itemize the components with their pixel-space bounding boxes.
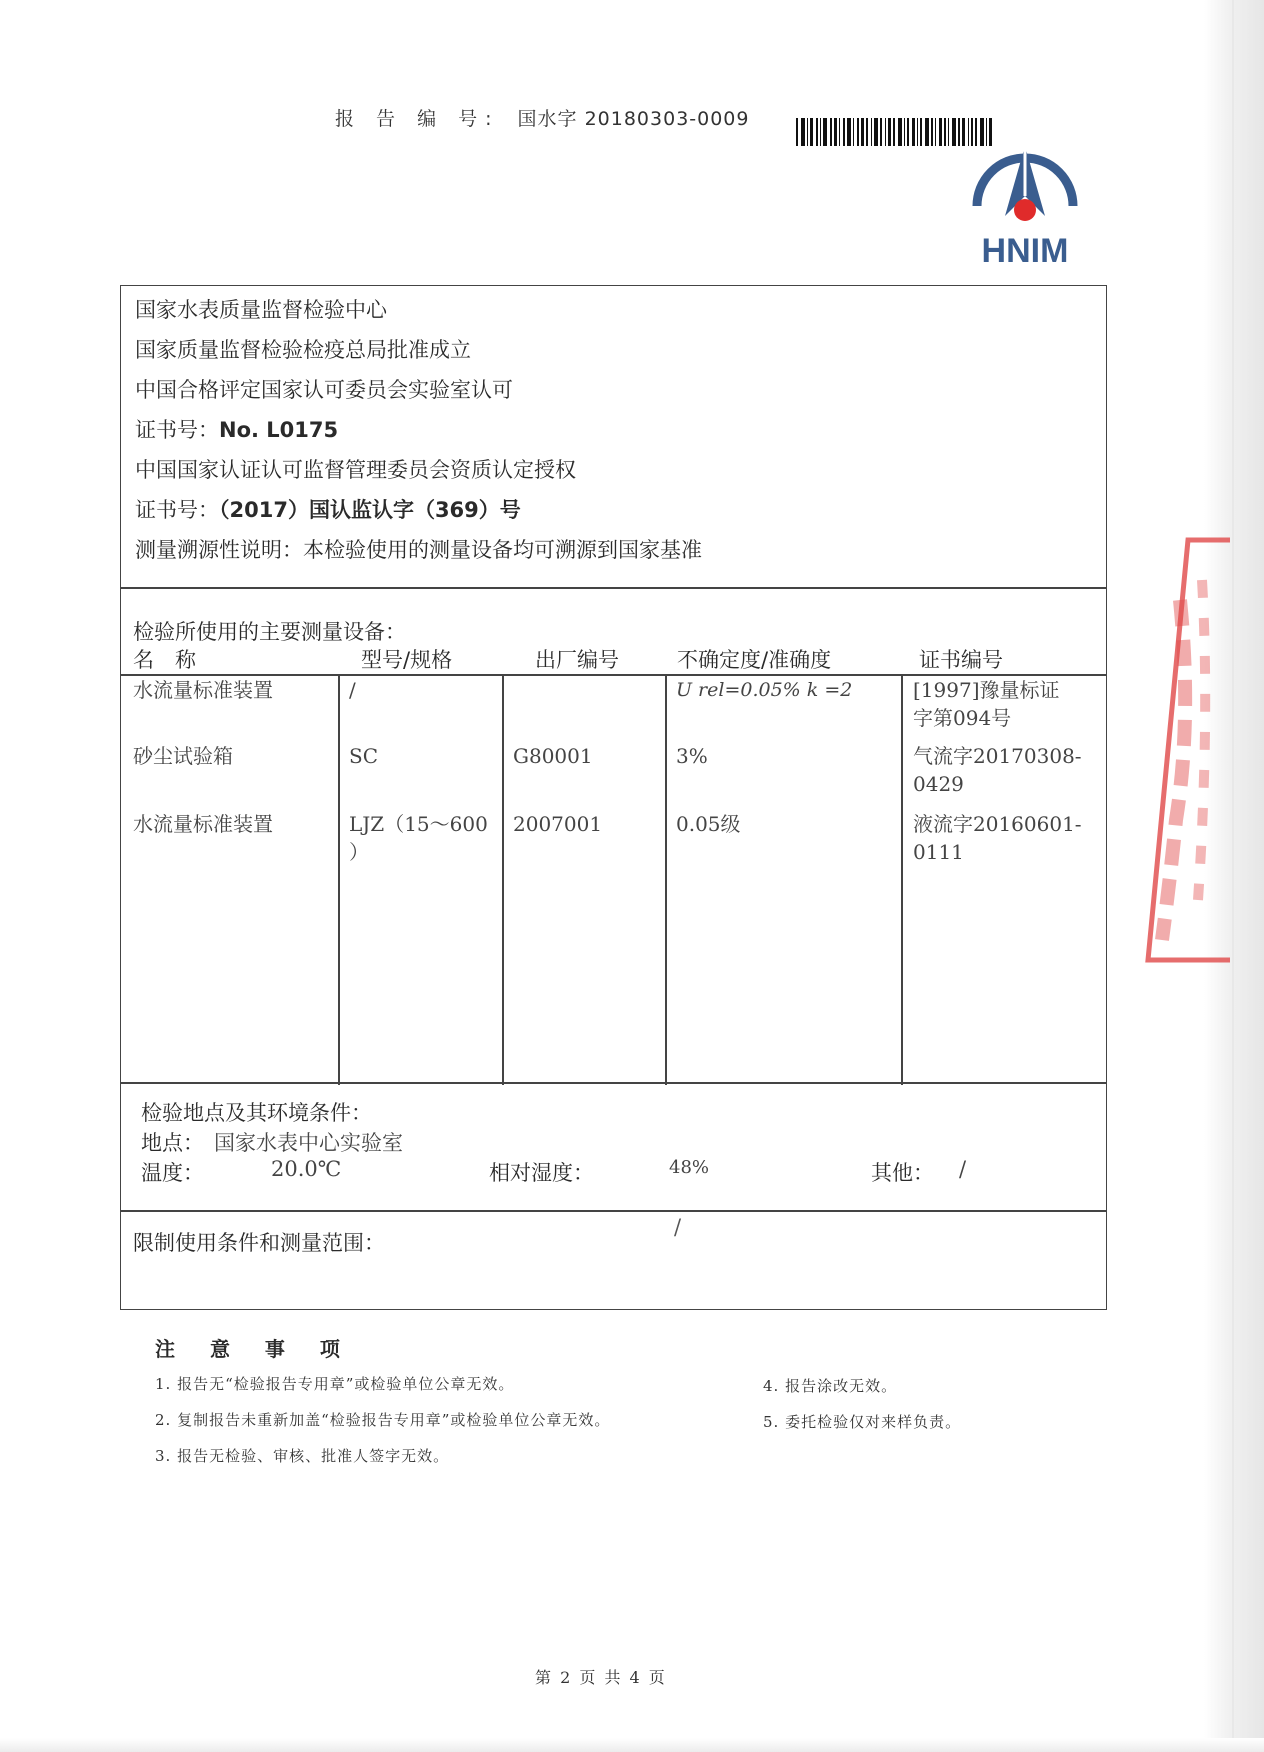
org-info-box	[120, 285, 1107, 589]
note-3: 3. 报告无检验、审核、批准人签字无效。	[155, 1447, 450, 1465]
limits-label: 限制使用条件和测量范围：	[133, 1231, 385, 1255]
barcode-bar	[801, 118, 805, 146]
row2-serial: G80001	[513, 744, 593, 768]
other-label: 其他：	[871, 1161, 934, 1185]
page-bottom-shadow	[0, 1738, 1264, 1752]
barcode-bar	[888, 118, 891, 146]
cert-number-1-value: No. L0175	[219, 418, 339, 442]
row1-cert-line2: 字第094号	[913, 706, 1012, 730]
barcode-bar	[834, 118, 837, 146]
col-divider-4	[901, 674, 903, 1085]
other-value: /	[959, 1157, 967, 1181]
barcode-bar	[823, 118, 827, 146]
humidity-value: 48%	[669, 1157, 710, 1178]
environment-title: 检验地点及其环境条件：	[141, 1101, 372, 1125]
note-4: 4. 报告涂改无效。	[763, 1377, 898, 1395]
report-number-value: 国水字 20180303-0009	[517, 108, 750, 130]
temperature-value: 20.0℃	[271, 1157, 342, 1181]
row3-serial: 2007001	[513, 812, 603, 836]
org-line-5: 中国国家认证认可监督管理委员会资质认定授权	[135, 458, 576, 482]
org-line-2: 国家质量监督检验检疫总局批准成立	[135, 338, 471, 362]
barcode-bar	[857, 118, 859, 146]
row1-name: 水流量标准装置	[133, 678, 273, 702]
col-divider-1	[338, 674, 340, 1085]
col-divider-2	[502, 674, 504, 1085]
barcode-bar	[807, 118, 808, 146]
cert-number-2-value: （2017）国认监认字（369）号	[219, 498, 521, 522]
org-line-3: 中国合格评定国家认可委员会实验室认可	[135, 378, 513, 402]
barcode-bar	[871, 118, 872, 146]
barcode-bar	[874, 118, 878, 146]
note-5: 5. 委托检验仅对来样负责。	[763, 1413, 962, 1431]
barcode-bar	[925, 118, 929, 146]
barcode-bar	[843, 118, 845, 146]
barcode-bar	[839, 118, 840, 146]
temperature-label: 温度：	[141, 1161, 204, 1185]
barcode-bar	[898, 118, 902, 146]
location-label: 地点：	[141, 1131, 204, 1155]
barcode-bar	[820, 118, 821, 146]
report-number	[335, 104, 750, 131]
barcode-bar	[796, 118, 798, 146]
cert-number-1-label: 证书号：	[135, 418, 219, 442]
barcode-bar	[944, 118, 946, 146]
limits-box	[120, 1210, 1107, 1310]
page-footer: 第 2 页 共 4 页	[535, 1668, 667, 1687]
row2-cert-line1: 气流字20170308-	[913, 744, 1082, 768]
barcode-bar	[907, 118, 909, 146]
equipment-title: 检验所使用的主要测量设备：	[133, 620, 406, 644]
barcode-bar	[904, 118, 905, 146]
barcode-bar	[958, 118, 960, 146]
row3-name: 水流量标准装置	[133, 812, 273, 836]
barcode-bar	[917, 118, 918, 146]
barcode-bar	[920, 118, 922, 146]
col-header-cert: 证书编号	[919, 648, 1003, 672]
note-1: 1. 报告无“检验报告专用章”或检验单位公章无效。	[155, 1375, 515, 1393]
barcode-bar	[847, 118, 851, 146]
org-line-1: 国家水表质量监督检验中心	[135, 298, 387, 322]
col-header-serial: 出厂编号	[535, 648, 619, 672]
cert-number-2-label: 证书号：	[135, 498, 219, 522]
report-number-label: 报 告 编 号:	[335, 108, 500, 130]
row3-cert-line2: 0111	[913, 840, 964, 864]
page-edge-line	[1232, 0, 1234, 1752]
barcode-bar	[912, 118, 915, 146]
cert-number-1	[135, 414, 338, 444]
note-2: 2. 复制报告未重新加盖“检验报告专用章”或检验单位公章无效。	[155, 1411, 611, 1429]
barcode-bar	[866, 118, 868, 146]
barcode-bar	[931, 118, 933, 146]
barcode-bar	[816, 118, 818, 146]
barcode-bar	[880, 118, 882, 146]
equipment-box	[120, 587, 1107, 1084]
row3-model: LJZ（15～600	[349, 812, 488, 836]
col-header-uncertainty: 不确定度/准确度	[677, 648, 832, 672]
environment-box	[120, 1082, 1107, 1212]
row3-cert-line1: 液流字20160601-	[913, 812, 1082, 836]
location-value: 国家水表中心实验室	[214, 1131, 403, 1155]
col-divider-3	[665, 674, 667, 1085]
row2-name: 砂尘试验箱	[133, 744, 233, 768]
barcode-bar	[861, 118, 864, 146]
humidity-label: 相对湿度：	[489, 1161, 594, 1185]
row2-cert-line2: 0429	[913, 772, 964, 796]
partial-red-seal-stamp	[1140, 520, 1230, 980]
col-header-name: 名 称	[133, 648, 196, 672]
logo-text: HNIM	[981, 232, 1069, 268]
notes-title: 注 意 事 项	[155, 1337, 354, 1361]
row1-cert-line1: [1997]豫量标证	[913, 678, 1060, 702]
row3-uncertainty: 0.05级	[676, 812, 741, 836]
barcode-bar	[935, 118, 936, 146]
barcode-bar	[948, 118, 949, 146]
barcode-bar	[830, 118, 832, 146]
row2-uncertainty: 3%	[676, 744, 708, 768]
barcode-bar	[810, 118, 813, 146]
barcode-bar	[939, 118, 942, 146]
barcode-bar	[853, 118, 854, 146]
cert-number-2	[135, 494, 521, 524]
limits-value: /	[674, 1215, 682, 1239]
row1-uncertainty: U rel=0.05% k =2	[676, 679, 853, 701]
barcode-bar	[885, 118, 886, 146]
barcode-bar	[952, 118, 956, 146]
hnim-logo	[965, 138, 1085, 268]
barcode-bar	[893, 118, 895, 146]
row2-model: SC	[349, 744, 379, 768]
row1-model: /	[349, 678, 356, 702]
row3-model-line2: ）	[349, 840, 369, 864]
col-header-model: 型号/规格	[361, 648, 453, 672]
traceability-note: 测量溯源性说明：本检验使用的测量设备均可溯源到国家基准	[135, 538, 702, 562]
